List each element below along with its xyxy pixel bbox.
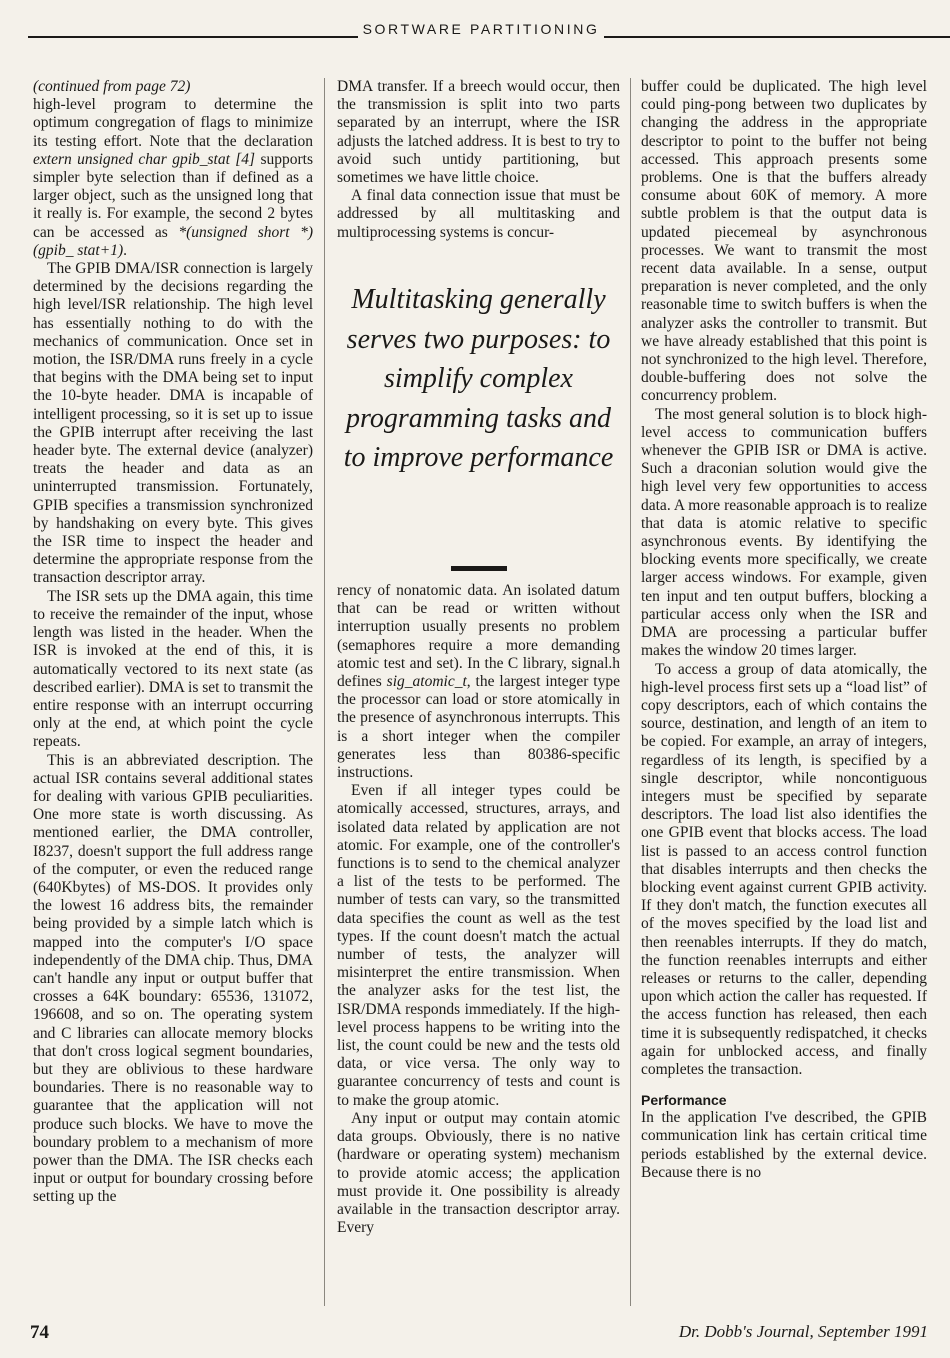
pull-quote — [337, 280, 620, 570]
continued-note: (continued from page 72) — [33, 78, 191, 95]
paragraph: The GPIB DMA/ISR connection is largely determined by the decisions regarding the high level/ISR relationship. The high level has essentially nothing to do with the mechanics of communication. Once set in motion, the ISR/DMA runs freely in a cycle that begins with the DMA being set to input the 10-byte header. DMA is incapable of intelligent processing, so it is set up to issue the GPIB interrupt after receiving the last header byte. The external device (analyzer) treats the header and data as an uninterrupted transmission. Fortunately, GPIB specifies a transmission synchronized by handshaking on every byte. This gives the ISR time to inspect the header and determine the appropriate response from the transaction descriptor array. — [33, 260, 313, 587]
column-divider — [630, 78, 631, 1306]
column-3 — [641, 78, 927, 1182]
paragraph: A final data connection issue that must be addressed by all multitasking and multiprocessing systems is concur- — [337, 187, 620, 241]
paragraph: Even if all integer types could be atomically accessed, structures, arrays, and isolated data related by application are not atomic. For example, one of the controller's functions is to send to the chemical analyzer a list of the tests to be performed. The number of tests can vary, so the transmitted data specifies the count as well as the test types. If the count doesn't match the actual number of tests, the analyzer will misinterpret the entire transmission. When the analyzer asks for the test list, the ISR/DMA responds immediately. If the high-level process happens to be writing into the list, the count could be new and the tests old data, or vice versa. The only way to guarantee concurrency of tests and count is to make the group atomic. — [337, 782, 620, 1109]
pull-quote-bar — [451, 566, 507, 571]
column-2 — [337, 78, 620, 242]
paragraph: high-level program to determine the optimum congregation of flags to minimize its testing effort. Note that the declaration extern unsigned char gpib_stat [4] supports simpler byte selection than if defined as a larger object, such as the unsigned long that it really is. For example, the second 2 bytes can be accessed as *(unsigned short *)(gpib_ stat+1). — [33, 96, 313, 259]
paragraph: buffer could be duplicated. The high level could ping-pong between two duplicates by changing the address in the appropriate descriptor to point to the buffer not being accessed. This approach presents some problems. One is that the buffers already consume about 60K of memory. A more subtle problem is that the output data is updated piecemeal by asynchronous processes. We want to transmit the most recent data available. In a sense, output preparation is never completed, and the only reasonable time to switch buffers is when the analyzer asks the controller to transmit. But we have already established that this point is not synchronized to the high level. Therefore, double-buffering does not solve the concurrency problem. — [641, 78, 927, 405]
pull-quote-text: Multitasking generally serves two purposes: to simplify complex programming tasks and to improve performance — [343, 284, 614, 473]
subhead-performance: Performance — [641, 1092, 727, 1109]
page-number: 74 — [30, 1322, 49, 1343]
page-header — [0, 0, 950, 40]
paragraph: rency of nonatomic data. An isolated datum that can be read or written without interruption usually presents no problem (semaphores require a more demanding atomic test and set). In the C library, signal.h defines sig_atomic_t, the largest integer type the processor can load or store atomically in the presence of asynchronous interrupts. This is a short integer when the compiler generates less than 80386-specific instructions. — [337, 582, 620, 782]
paragraph: DMA transfer. If a breech would occur, then the transmission is split into two parts separated by an interrupt, where the ISR adjusts the latched address. It is best to try to avoid such untidy partitioning, but sometimes we have little choice. — [337, 78, 620, 187]
column-1 — [33, 78, 313, 1207]
paragraph: To access a group of data atomically, the high-level process first sets up a “load list” of copy descriptors, each of which contains the source, destination, and length of an item to be copied. For example, an array of integers, regardless of its length, is specified by a single descriptor, while noncontiguous integers must be specified by separate descriptors. The load list also identifies the one GPIB event that blocks access. The load list is passed to an access control function that disables interrupts and then checks the blocking event against current GPIB activity. If they don't match, the function executes all of the moves specified by the load list and then reenables interrupts. If they do match, the function reenables interrupts and either releases or returns to the caller, depending upon which action the caller has requested. If the access function has released, then each time it is subsequently redispatched, it checks again for unblocked access, and finally completes the transaction. — [641, 660, 927, 1078]
paragraph: This is an abbreviated description. The actual ISR contains several additional states for dealing with various GPIB peculiarities. One more state is worth discussing. As mentioned earlier, the DMA controller, I8237, doesn't support the full address range of the computer, or even the reduced range (640Kbytes) of MS-DOS. It provides only the lowest 16 address bits, the remainder being provided by a simple latch which is mapped into the computer's I/O space independently of the DMA chip. Thus, DMA can't handle any input or output buffer that crosses a 64K boundary: 65536, 131072, 196608, and so on. The operating system and C libraries can allocate memory blocks that don't cross logical segment boundaries, but they are oblivious to these hardware boundaries. There is no reasonable way to guarantee that the application will not produce such blocks. We have to move the boundary problem to a mechanism of more power than the DMA. The ISR checks each input or output for boundary crossing before setting up the — [33, 751, 313, 1206]
paragraph: The ISR sets up the DMA again, this time to receive the remainder of the input, whose length was listed in the header. When the ISR is invoked at the end of this, it is automatically vectored to its next state (as described earlier). DMA is set to transmit the entire response with an interrupt occurring only at the end, at which point the cycle repeats. — [33, 587, 313, 751]
column-divider — [324, 78, 325, 1306]
section-title: SORTWARE PARTITIONING — [358, 18, 604, 40]
column-2-continued — [337, 582, 620, 1237]
magazine-credit: Dr. Dobb's Journal, September 1991 — [678, 1322, 928, 1341]
paragraph: Any input or output may contain atomic data groups. Obviously, there is no native (hardware or operating system) mechanism to provide atomic access; the application must provide it. One possibility is already available in the transaction descriptor array. Every — [337, 1109, 620, 1237]
paragraph: In the application I've described, the GPIB communication link has certain critical time periods established by the external device. Because there is no — [641, 1109, 927, 1181]
paragraph: The most general solution is to block high-level access to communication buffers whenever the GPIB ISR or DMA is active. Such a draconian solution would give the high level very few opportunities to access data. A more reasonable approach is to realize that data is atomic relative to specific asynchronous events. By identifying the blocking events more specifically, we create larger access windows. For example, given ten input and ten output buffers, blocking a particular access only when the ISR and DMA are processing a particular buffer makes the window 20 times larger. — [641, 405, 927, 660]
